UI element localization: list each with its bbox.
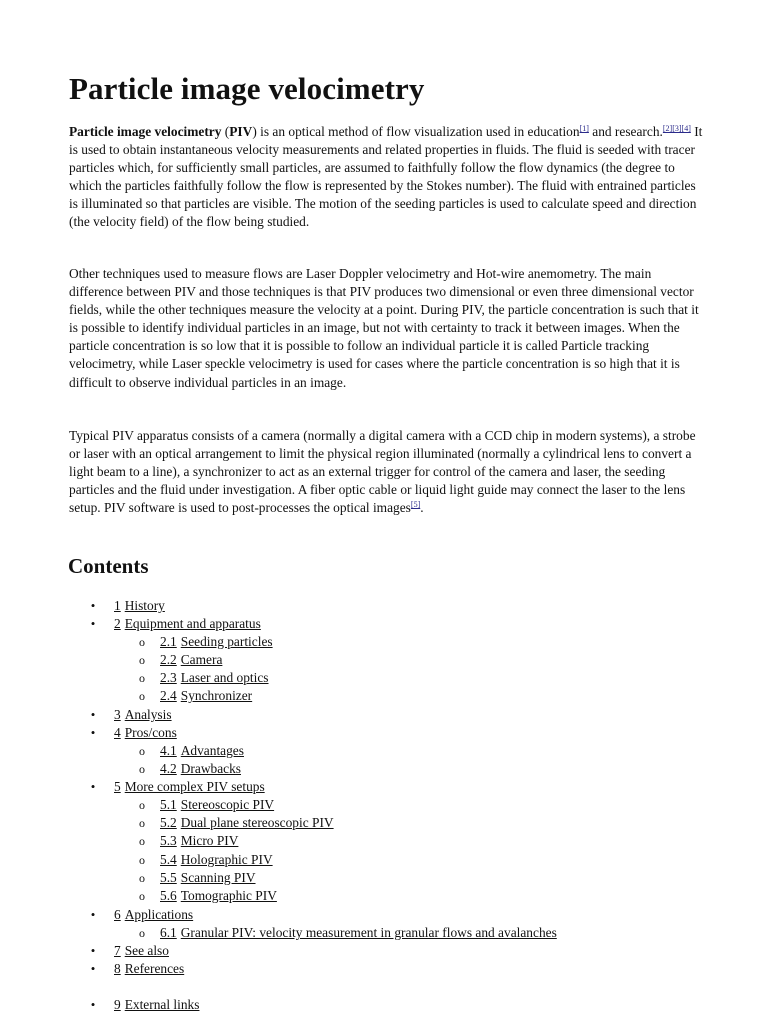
toc-number[interactable]: 2.4: [160, 688, 177, 703]
toc-number[interactable]: 6: [114, 907, 121, 922]
toc-number[interactable]: 4.1: [160, 743, 177, 758]
intro-text-b: and research.: [588, 124, 663, 139]
toc-link[interactable]: [114, 906, 193, 924]
toc-link[interactable]: [114, 960, 184, 978]
circle-bullet-icon: o: [139, 689, 145, 703]
bullet-icon: •: [90, 907, 96, 922]
abbr-open: (: [221, 124, 230, 139]
toc-link[interactable]: [160, 887, 277, 905]
intro-paragraph: [69, 123, 704, 232]
toc-link[interactable]: [114, 706, 172, 724]
toc-label[interactable]: Stereoscopic PIV: [180, 797, 275, 812]
toc-number[interactable]: 2: [114, 616, 121, 631]
term-bold: Particle image velocimetry: [69, 124, 222, 139]
circle-bullet-icon: o: [139, 762, 145, 776]
toc-link[interactable]: [114, 942, 169, 960]
toc-link[interactable]: [114, 996, 199, 1014]
toc-label[interactable]: Analysis: [124, 707, 172, 722]
toc-label[interactable]: Equipment and apparatus: [124, 616, 261, 631]
toc-number[interactable]: 2.2: [160, 652, 177, 667]
bullet-icon: •: [90, 943, 96, 958]
toc-number[interactable]: 5: [114, 779, 121, 794]
circle-bullet-icon: o: [139, 635, 145, 649]
bullet-icon: •: [90, 961, 96, 976]
circle-bullet-icon: o: [139, 853, 145, 867]
toc-link[interactable]: [114, 724, 177, 742]
bullet-icon: •: [90, 779, 96, 794]
toc-label[interactable]: Holographic PIV: [180, 852, 273, 867]
toc-link[interactable]: [160, 832, 238, 850]
intro-text-a: is an optical method of flow visualization used in education: [256, 124, 580, 139]
toc-number[interactable]: 2.1: [160, 634, 177, 649]
toc-link[interactable]: [114, 615, 261, 633]
toc-link[interactable]: [160, 869, 256, 887]
apparatus-end: .: [420, 500, 424, 516]
toc-link[interactable]: [160, 742, 244, 760]
toc-label[interactable]: More complex PIV setups: [124, 779, 265, 794]
bullet-icon: •: [90, 616, 96, 631]
toc-label[interactable]: Dual plane stereoscopic PIV: [180, 815, 334, 830]
toc-number[interactable]: 4.2: [160, 761, 177, 776]
citation-link[interactable]: [1]: [579, 124, 589, 133]
toc-label[interactable]: Tomographic PIV: [180, 888, 277, 903]
bullet-icon: •: [90, 997, 96, 1012]
abbr-close: ): [252, 124, 257, 139]
circle-bullet-icon: o: [139, 744, 145, 758]
toc-label[interactable]: Drawbacks: [180, 761, 241, 776]
toc-link[interactable]: [160, 851, 273, 869]
bullet-icon: •: [90, 725, 96, 740]
toc-label[interactable]: Laser and optics: [180, 670, 269, 685]
toc-link[interactable]: [160, 651, 222, 669]
toc-number[interactable]: 5.6: [160, 888, 177, 903]
toc-label[interactable]: Synchronizer: [180, 688, 253, 703]
apparatus-paragraph: [69, 427, 704, 517]
toc-label[interactable]: See also: [124, 943, 169, 958]
circle-bullet-icon: o: [139, 671, 145, 685]
toc-number[interactable]: 5.4: [160, 852, 177, 867]
toc-number[interactable]: 4: [114, 725, 121, 740]
toc-number[interactable]: 5.2: [160, 815, 177, 830]
toc-label[interactable]: Applications: [124, 907, 194, 922]
toc-label[interactable]: Pros/cons: [124, 725, 177, 740]
toc-number[interactable]: 3: [114, 707, 121, 722]
toc-label[interactable]: Camera: [180, 652, 223, 667]
toc-number[interactable]: 9: [114, 997, 121, 1012]
intro-text-c: It is used to obtain instantaneous velocity measurements and related properties in fluids. The fluid is seeded with tracer particles which, for sufficiently small particles, are assumed to faithfully follow the flow dynamics (the degree to which the particles faithfully follow the flow is represented by the Stokes number). The fluid with entrained particles is illuminated so that particles are visible. The motion of the seeding particles is used to calculate speed and direction (the velocity field) of the flow being studied.: [69, 124, 703, 230]
toc-number[interactable]: 8: [114, 961, 121, 976]
toc-link[interactable]: [160, 924, 557, 942]
page-title: Particle image velocimetry: [69, 71, 425, 106]
contents-heading: Contents: [68, 554, 149, 578]
toc-number[interactable]: 6.1: [160, 925, 177, 940]
toc-number[interactable]: 5.1: [160, 797, 177, 812]
citation-link[interactable]: [2][3][4]: [662, 124, 691, 133]
circle-bullet-icon: o: [139, 871, 145, 885]
citation-link[interactable]: [5]: [410, 500, 421, 510]
circle-bullet-icon: o: [139, 653, 145, 667]
toc-link[interactable]: [160, 669, 269, 687]
circle-bullet-icon: o: [139, 889, 145, 903]
circle-bullet-icon: o: [139, 926, 145, 940]
circle-bullet-icon: o: [139, 834, 145, 848]
toc-number[interactable]: 5.3: [160, 833, 177, 848]
techniques-paragraph: Other techniques used to measure flows are Laser Doppler velocimetry and Hot-wire anemometry. The main difference between PIV and those techniques is that PIV produces two dimensional or even three dimensional vector fields, while the other techniques measure the velocity at a point. During PIV, the particle concentration is such that it is possible to identify individual particles in an image, but not with certainty to track it between images. When the particle concentration is so low that it is possible to follow an individual particle it is called Particle tracking velocimetry, while Laser speckle velocimetry is used for cases where the particle concentration is so high that it is difficult to observe individual particles in an image.: [69, 266, 699, 390]
toc-label[interactable]: Scanning PIV: [180, 870, 256, 885]
toc-link[interactable]: [114, 597, 165, 615]
toc-label[interactable]: External links: [124, 997, 200, 1012]
apparatus-text: Typical PIV apparatus consists of a camera (normally a digital camera with a CCD chip in modern systems), a strobe or laser with an optical arrangement to limit the physical region illuminated (normally a cylindrical lens to convert a light beam to a line), a synchronizer to act as an external trigger for control of the camera and laser, the seeding particles and the fluid under investigation. A fiber optic cable or liquid light guide may connect the laser to the lens setup. PIV software is used to post-processes the optical images: [69, 428, 696, 516]
toc-number[interactable]: 5.5: [160, 870, 177, 885]
toc-link[interactable]: [160, 814, 334, 832]
toc-label[interactable]: Advantages: [180, 743, 244, 758]
toc-number[interactable]: 7: [114, 943, 121, 958]
toc-link[interactable]: [114, 778, 265, 796]
bullet-icon: •: [90, 598, 96, 613]
toc-link[interactable]: [160, 687, 252, 705]
circle-bullet-icon: o: [139, 798, 145, 812]
toc-link[interactable]: [160, 760, 241, 778]
toc-link[interactable]: [160, 796, 274, 814]
toc-label[interactable]: Seeding particles: [180, 634, 273, 649]
bullet-icon: •: [90, 707, 96, 722]
abbr-bold: PIV: [229, 124, 253, 139]
toc-label[interactable]: Granular PIV: velocity measurement in granular flows and avalanches: [180, 925, 557, 940]
toc-label[interactable]: Micro PIV: [180, 833, 239, 848]
toc-number[interactable]: 2.3: [160, 670, 177, 685]
toc-label[interactable]: History: [124, 598, 165, 613]
toc-number[interactable]: 1: [114, 598, 121, 613]
toc-label[interactable]: References: [124, 961, 185, 976]
circle-bullet-icon: o: [139, 816, 145, 830]
toc-link[interactable]: [160, 633, 273, 651]
